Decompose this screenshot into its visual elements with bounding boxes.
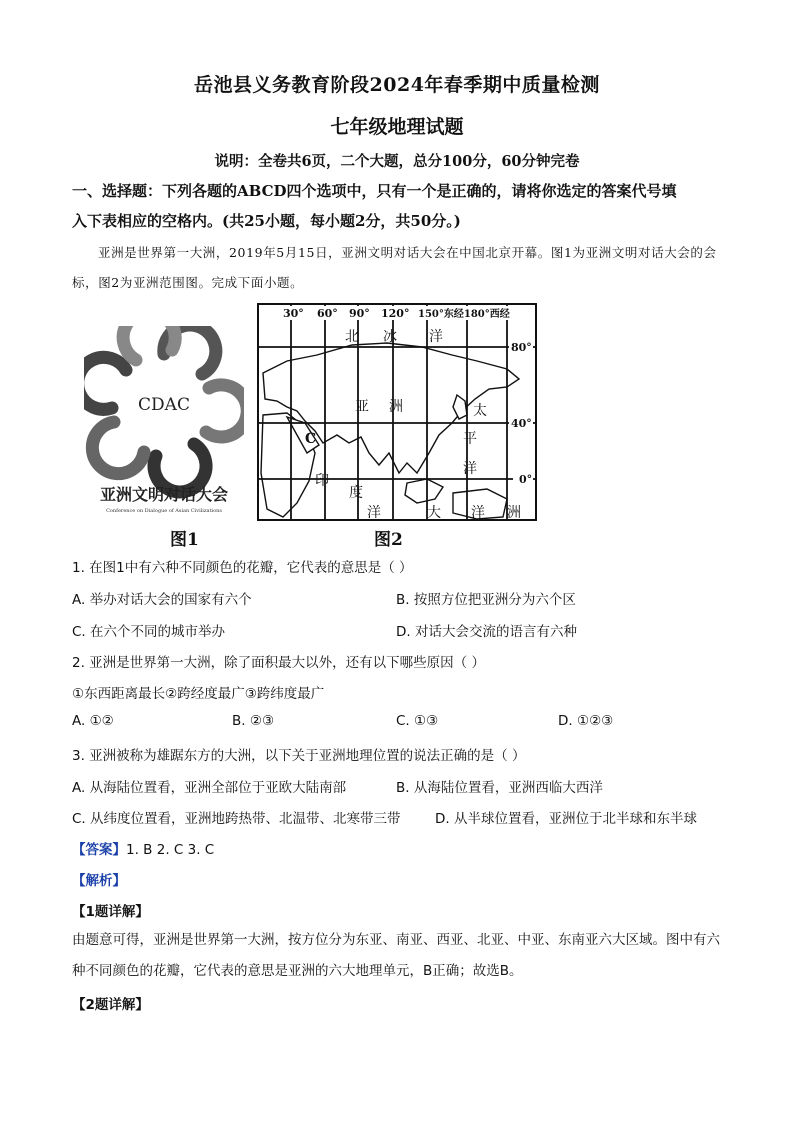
map-label: 亚 xyxy=(355,399,369,415)
q3-option-a: A. 从海陆位置看，亚洲全部位于亚欧大陆南部 xyxy=(72,780,347,796)
answer-text: 1. B 2. C 3. C xyxy=(126,842,215,858)
map-label: 印 xyxy=(315,473,329,489)
lat-label: 0° xyxy=(519,473,533,486)
q2-option-a: A. ①② xyxy=(72,713,114,729)
map-label: 度 xyxy=(349,485,363,501)
answer-label: 【答案】 xyxy=(72,842,126,858)
map-label: 洋 xyxy=(367,505,381,521)
question-3-stem: 3. 亚洲被称为雄踞东方的大洲，以下关于亚洲地理位置的说法正确的是（ ） xyxy=(72,748,526,764)
q1-option-d: D. 对话大会交流的语言有六种 xyxy=(396,624,577,640)
map-label: 大 xyxy=(427,505,441,521)
lon-label: 120° xyxy=(381,307,410,320)
q2-detail-head: 【2题详解】 xyxy=(72,997,149,1013)
q2-option-d: D. ①②③ xyxy=(558,713,614,729)
figure2-label: 图2 xyxy=(374,530,403,550)
q3-option-c: C. 从纬度位置看，亚洲地跨热带、北温带、北寒带三带 xyxy=(72,811,401,827)
flower-logo-icon xyxy=(84,326,244,492)
map-label: 太 xyxy=(473,403,487,419)
logo-en-name: Conference on Dialogue of Asian Civilizations xyxy=(106,508,222,514)
analysis-label: 【解析】 xyxy=(72,873,126,889)
lon-label: 30° xyxy=(283,307,304,320)
figure1-label: 图1 xyxy=(170,530,199,550)
lon-label: 60° xyxy=(317,307,338,320)
lon-label: 150°东经180°西经 xyxy=(418,309,510,320)
q1-option-b: B. 按照方位把亚洲分为六个区 xyxy=(396,592,576,608)
q2-option-b: B. ②③ xyxy=(232,713,275,729)
q1-detail-head: 【1题详解】 xyxy=(72,904,149,920)
q3-option-b: B. 从海陆位置看，亚洲西临大西洋 xyxy=(396,780,603,796)
q1-option-c: C. 在六个不同的城市举办 xyxy=(72,624,226,640)
section-instruction-line2: 入下表相应的空格内。(共25小题，每小题2分，共50分。) xyxy=(72,212,461,230)
answer-line xyxy=(72,838,214,858)
q1-option-a: A. 举办对话大会的国家有六个 xyxy=(72,592,252,608)
question-1-stem: 1. 在图1中有六种不同颜色的花瓣，它代表的意思是（ ） xyxy=(72,560,413,576)
asia-map-figure xyxy=(257,303,537,521)
logo-text: CDAC xyxy=(138,395,190,415)
map-label: 北 xyxy=(345,329,359,345)
question-2-stem: 2. 亚洲是世界第一大洲，除了面积最大以外，还有以下哪些原因（ ） xyxy=(72,655,485,671)
map-label: 洋 xyxy=(429,329,443,345)
lat-label: 80° xyxy=(511,341,532,354)
exam-note: 说明：全卷共6页，二个大题，总分100分，60分钟完卷 xyxy=(214,153,580,170)
lat-label: 40° xyxy=(511,417,532,430)
exam-title: 岳池县义务教育阶段2024年春季期中质量检测 xyxy=(194,74,600,96)
map-marker-c: C xyxy=(305,431,317,447)
exam-subtitle: 七年级地理试题 xyxy=(330,116,464,138)
lon-label: 90° xyxy=(349,307,370,320)
map-label: 平 xyxy=(463,431,477,447)
q1-detail-text: 由题意可得，亚洲是世界第一大洲，按方位分为东亚、南亚、西亚、北亚、中亚、东南亚六大区域。图中有六种不同颜色的花瓣，它代表的意思是亚洲的六大地理单元，B正确；故选B。 xyxy=(72,932,720,979)
q3-option-d: D. 从半球位置看，亚洲位于北半球和东半球 xyxy=(435,811,697,827)
map-label: 洲 xyxy=(389,399,403,415)
question-2-statements: ①东西距离最长②跨经度最广③跨纬度最广 xyxy=(72,686,325,702)
logo-cn-name: 亚洲文明对话大会 xyxy=(99,485,229,504)
question-intro: 亚洲是世界第一大洲，2019年5月15日，亚洲文明对话大会在中国北京开幕。图1为亚洲文明对话大会的会标，图2为亚洲范围图。完成下面小题。 xyxy=(72,245,717,290)
map-label: 洲 xyxy=(507,505,521,521)
map-label: 洋 xyxy=(471,505,485,521)
map-label: 冰 xyxy=(383,329,397,345)
cdac-logo-figure xyxy=(84,326,244,516)
map-label: 洋 xyxy=(463,461,477,477)
q2-option-c: C. ①③ xyxy=(396,713,439,729)
section-instruction-line1: 一、选择题：下列各题的ABCD四个选项中，只有一个是正确的，请将你选定的答案代号填 xyxy=(72,182,677,200)
